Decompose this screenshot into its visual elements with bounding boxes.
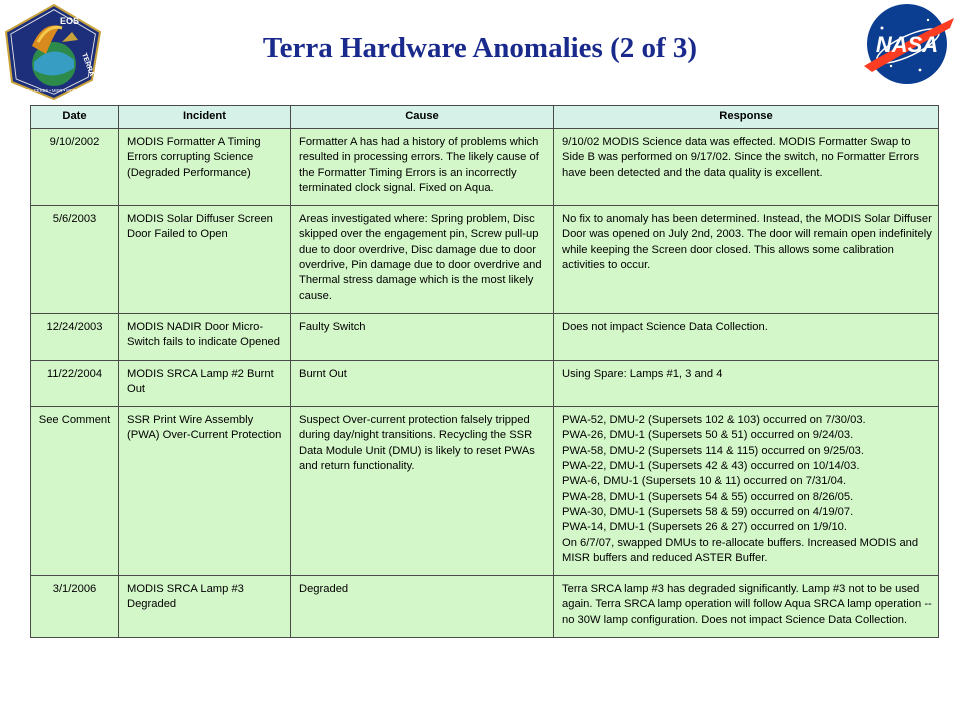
table-row [31,576,939,638]
cell-incident: MODIS SRCA Lamp #3 Degraded [119,576,291,638]
response-line: PWA-28, DMU-1 (Supersets 54 & 55) occurred on 8/26/05. [562,490,854,503]
response-line: PWA-52, DMU-2 (Supersets 102 & 103) occurred on 7/30/03. [562,414,866,427]
nasa-meatball-logo [858,0,956,88]
cell-response: Using Spare: Lamps #1, 3 and 4 [554,360,939,407]
table-row [31,206,939,314]
patch-text-bottom: ASTER • CERES • MISR • MODIS • MOPITT [16,88,100,93]
cell-date: 5/6/2003 [31,206,119,314]
cell-response: No fix to anomaly has been determined. Instead, the MODIS Solar Diffuser Door was opened on July 2nd, 2003. The door will remain open indefinitely while keeping the Screen door closed. This allows some calibration activities to occur. [554,206,939,314]
response-line: On 6/7/07, swapped DMUs to re-allocate buffers. Increased MODIS and MISR buffers and reduced ASTER Buffer. [562,536,919,564]
cell-incident: MODIS Formatter A Timing Errors corrupting Science (Degraded Performance) [119,129,291,206]
response-line: PWA-26, DMU-1 (Supersets 50 & 51) occurred on 9/24/03. [562,429,854,442]
cell-response: Terra SRCA lamp #3 has degraded significantly. Lamp #3 not to be used again. Terra SRCA lamp operation will follow Aqua SRCA lamp operation -- no 30W lamp configuration. Does not impact Science Data Collection. [554,576,939,638]
cell-cause: Suspect Over-current protection falsely tripped during day/night transitions. Recycling the SSR Data Module Unit (DMU) is likely to reset PWAs and return functionality. [291,407,554,576]
cell-response: Does not impact Science Data Collection. [554,313,939,360]
cell-cause: Areas investigated where: Spring problem, Disc skipped over the engagement pin, Screw pull-up due to door overdrive, Disc damage due to door overdrive, Pin damage due to door overdrive and Thermal stress damage which is the most likely cause. [291,206,554,314]
response-line: PWA-22, DMU-1 (Supersets 42 & 43) occurred on 10/14/03. [562,460,860,473]
cell-response [554,407,939,576]
table-header-row [31,106,939,129]
table-row [31,407,939,576]
column-header-response: Response [554,106,939,129]
response-line: PWA-14, DMU-1 (Supersets 26 & 27) occurred on 1/9/10. [562,521,847,534]
patch-text-top: EOS [60,16,80,26]
cell-cause: Formatter A has had a history of problems which resulted in processing errors. The likely cause of the Formatter Timing Errors is an incorrectly terminated clock signal. Fixed on Aqua. [291,129,554,206]
cell-incident: MODIS SRCA Lamp #2 Burnt Out [119,360,291,407]
cell-date: 3/1/2006 [31,576,119,638]
response-line: PWA-30, DMU-1 (Supersets 58 & 59) occurred on 4/19/07. [562,505,854,518]
cell-cause: Degraded [291,576,554,638]
nasa-logo-text: NASA [875,32,939,57]
cell-date: 9/10/2002 [31,129,119,206]
page-title: Terra Hardware Anomalies (2 of 3) [262,32,698,64]
anomalies-table [30,105,939,638]
cell-date: 12/24/2003 [31,313,119,360]
table-row [31,129,939,206]
table-row [31,360,939,407]
patch-text-side: TERRA [80,52,95,78]
response-line: PWA-6, DMU-1 (Supersets 10 & 11) occurred on 7/31/04. [562,475,847,488]
cell-date: 11/22/2004 [31,360,119,407]
cell-date: See Comment [31,407,119,576]
cell-incident: MODIS NADIR Door Micro-Switch fails to indicate Opened [119,313,291,360]
column-header-date: Date [31,106,119,129]
column-header-cause: Cause [291,106,554,129]
cell-incident: SSR Print Wire Assembly (PWA) Over-Current Protection [119,407,291,576]
cell-cause: Burnt Out [291,360,554,407]
table-row [31,313,939,360]
response-line: PWA-58, DMU-2 (Supersets 114 & 115) occurred on 9/25/03. [562,444,864,457]
cell-incident: MODIS Solar Diffuser Screen Door Failed to Open [119,206,291,314]
cell-response: 9/10/02 MODIS Science data was effected. MODIS Formatter Swap to Side B was performed on 9/17/02. Since the switch, no Formatter Errors have been detected and the data quality is excellent. [554,129,939,206]
column-header-incident: Incident [119,106,291,129]
cell-cause: Faulty Switch [291,313,554,360]
